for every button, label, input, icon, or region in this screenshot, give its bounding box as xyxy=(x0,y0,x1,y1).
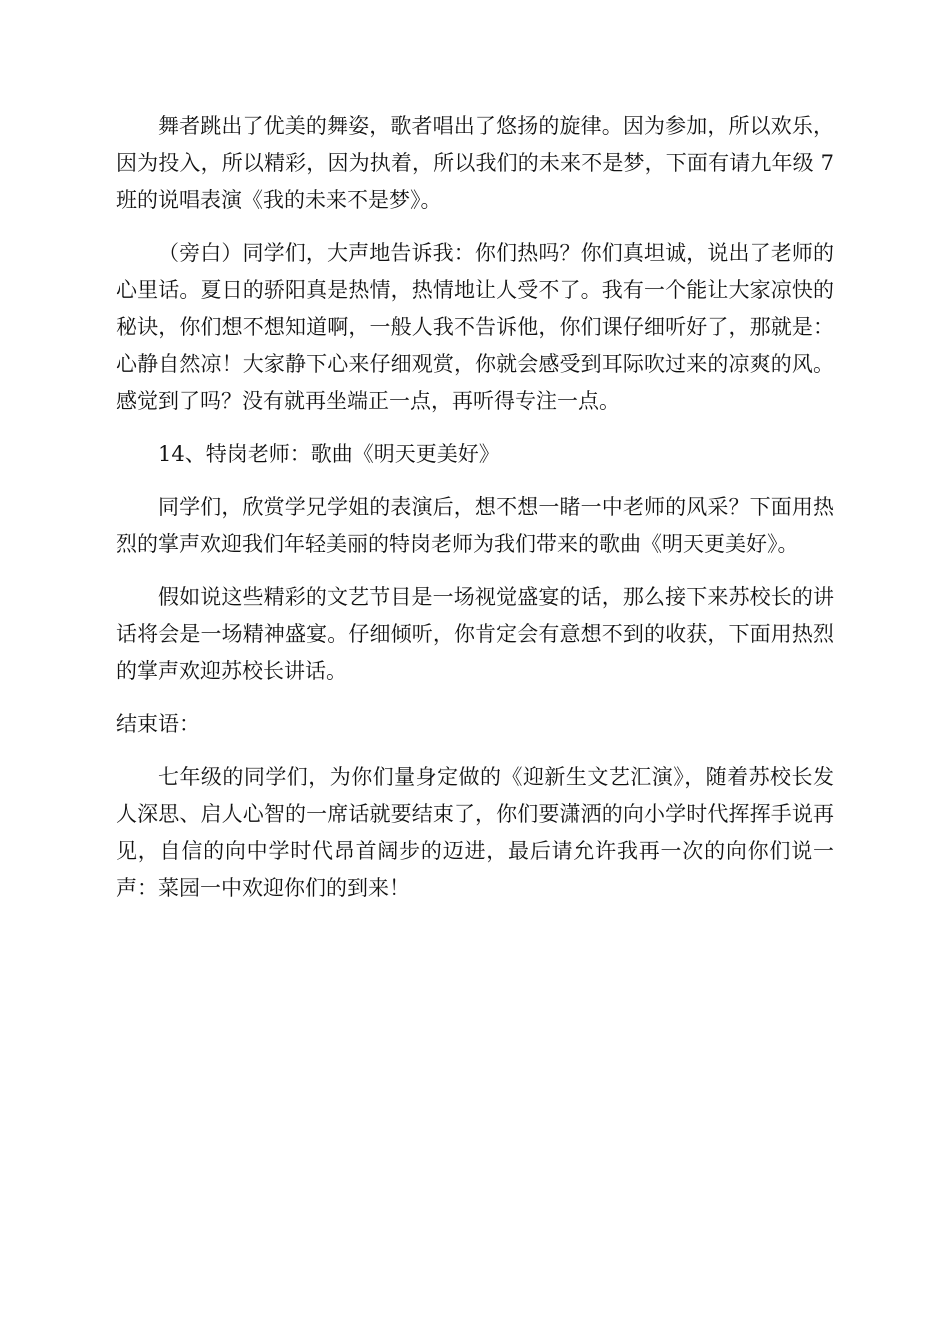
paragraph-teacher-song: 同学们，欣赏学兄学姐的表演后，想不想一睹一中老师的风采？下面用热烈的掌声欢迎我们年轻美丽的特岗老师为我们带来的歌曲《明天更美好》。 xyxy=(116,495,834,556)
paragraph-principal-speech: 假如说这些精彩的文艺节目是一场视觉盛宴的话，那么接下来苏校长的讲话将会是一场精神盛宴。仔细倾听，你肯定会有意想不到的收获，下面用热烈的掌声欢迎苏校长讲话。 xyxy=(116,585,834,683)
paragraph-closing: 七年级的同学们，为你们量身定做的《迎新生文艺汇演》，随着苏校长发人深思、启人心智的一席话就要结束了，你们要潇洒的向小学时代挥挥手说再见，自信的向中学时代昂首阔步的迈进，最后请允许我再一次的向你们说一声：菜园一中欢迎你们的到来！ xyxy=(116,765,834,900)
paragraph-narration: （旁白）同学们，大声地告诉我：你们热吗？你们真坦诚，说出了老师的心里话。夏日的骄阳真是热情，热情地让人受不了。我有一个能让大家凉快的秘诀，你们想不想知道啊，一般人我不告诉他，你们课仔细听好了，那就是：心静自然凉！大家静下心来仔细观赏，你就会感受到耳际吹过来的凉爽的风。感觉到了吗？没有就再坐端正一点，再听得专注一点。 xyxy=(116,241,834,413)
program-item-14: 14、特岗老师：歌曲《明天更美好》 xyxy=(158,442,500,466)
closing-heading: 结束语： xyxy=(116,712,200,736)
document-page xyxy=(116,108,834,923)
paragraph-rap-intro: 舞者跳出了优美的舞姿，歌者唱出了悠扬的旋律。因为参加，所以欢乐，因为投入，所以精彩，因为执着，所以我们的未来不是梦，下面有请九年级 7 班的说唱表演《我的未来不是梦》。 xyxy=(116,114,834,212)
